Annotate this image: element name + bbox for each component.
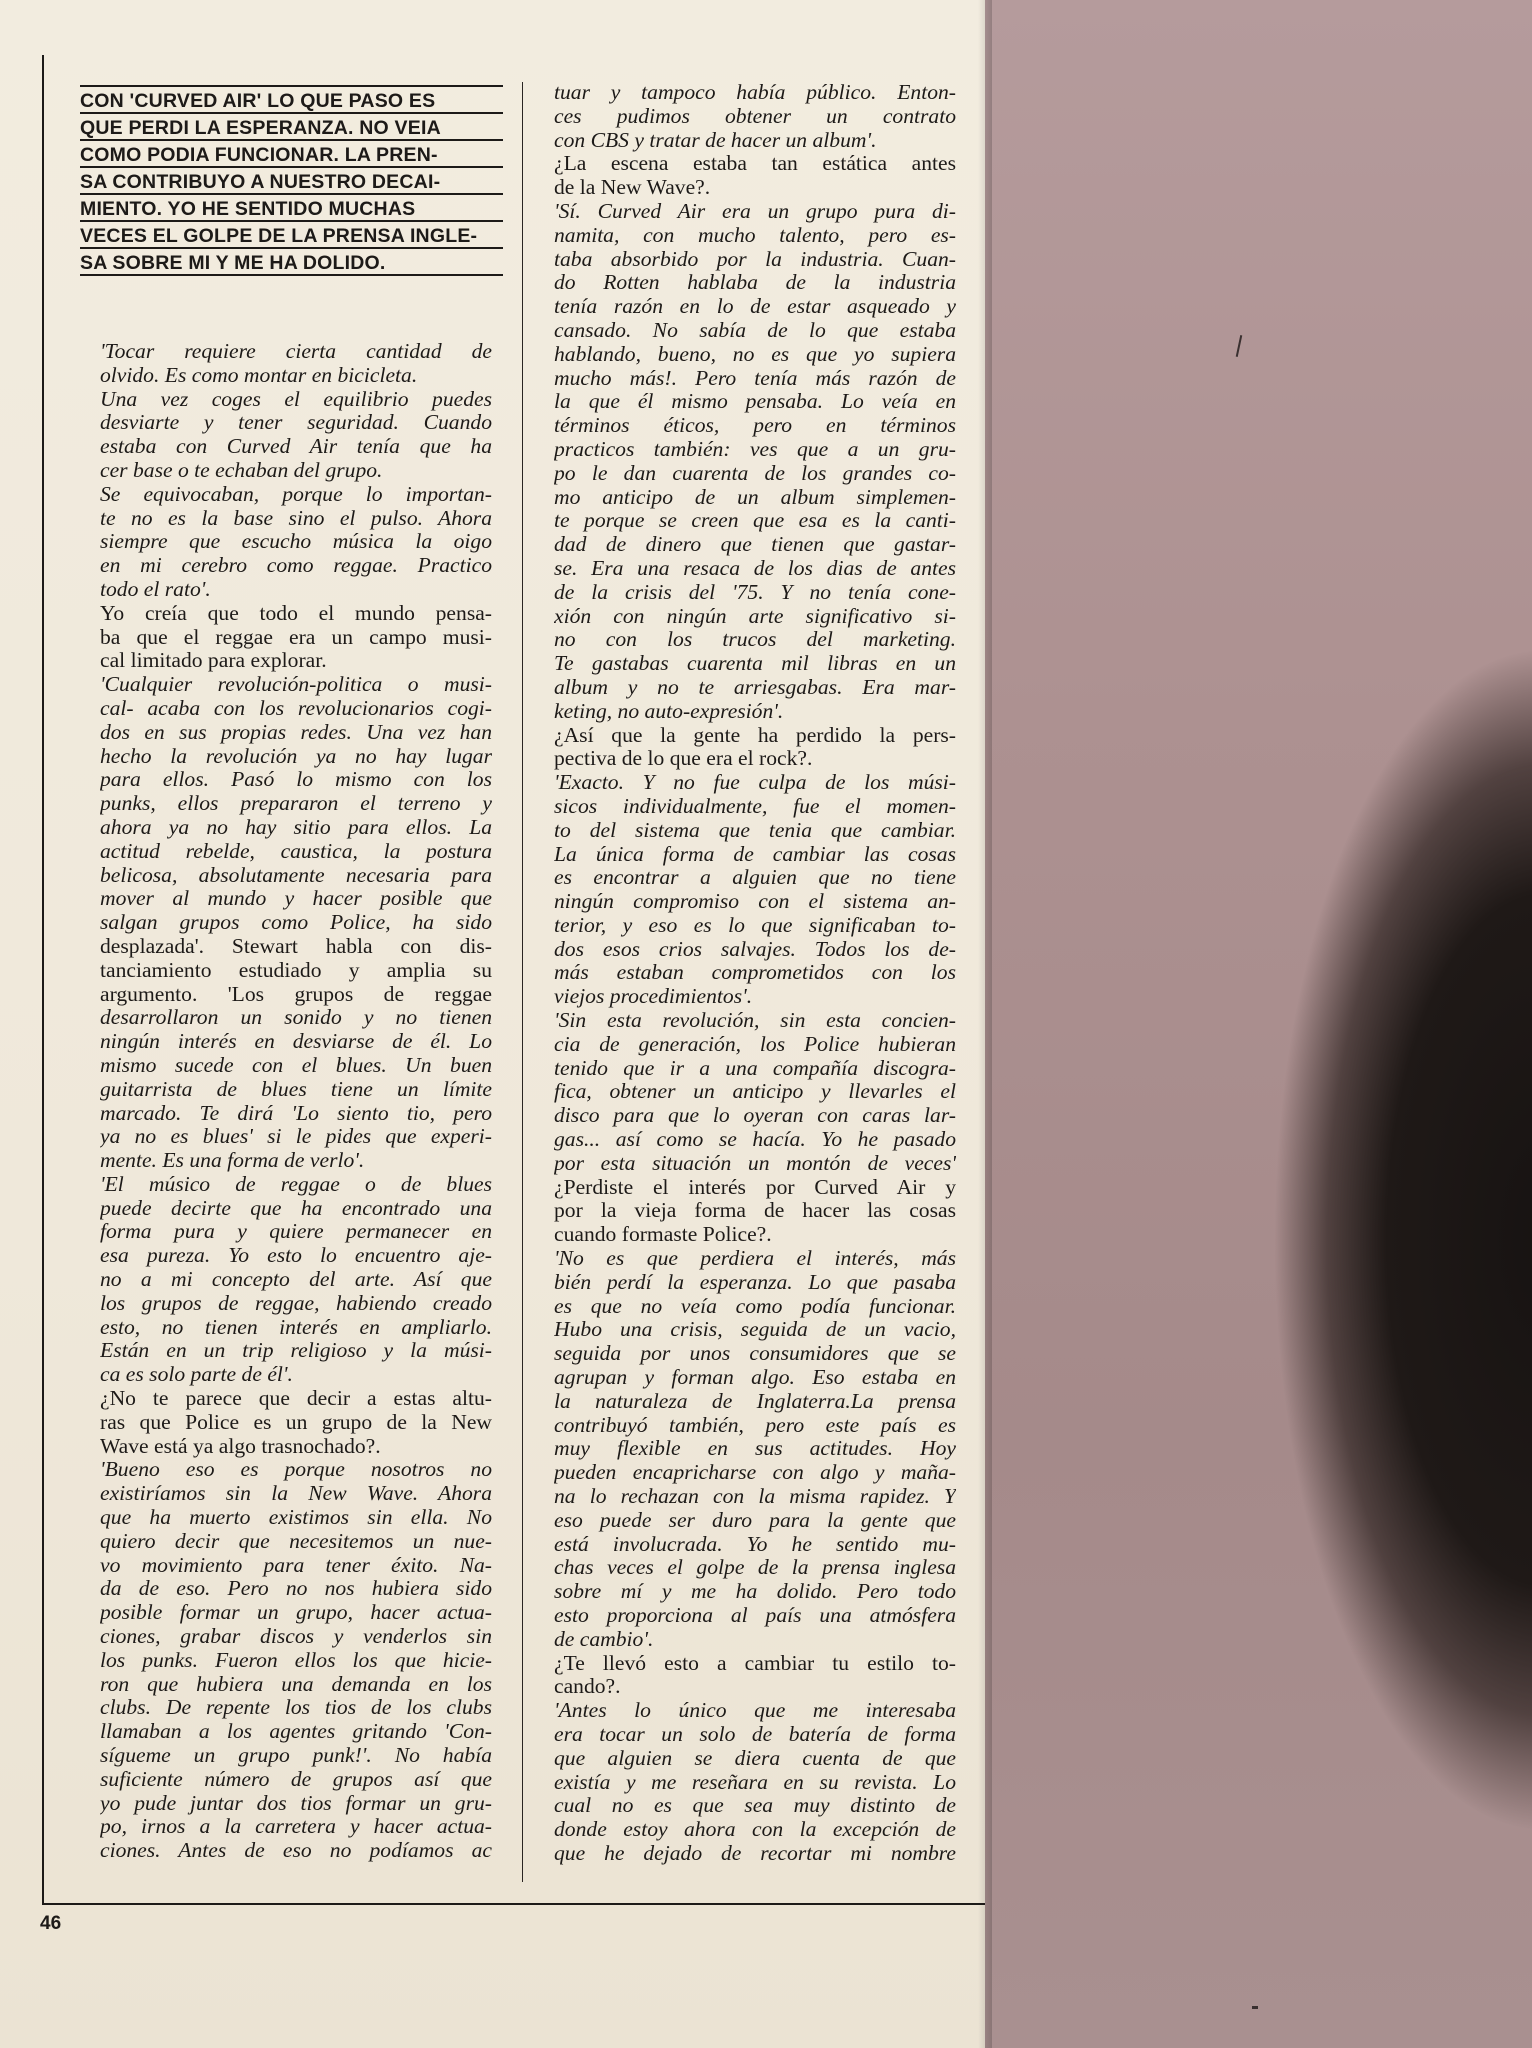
text-line: sígueme un grupo punk!'. No había bbox=[100, 1744, 492, 1768]
text-line: sobre mí y me ha dolido. Pero todo bbox=[554, 1580, 956, 1604]
text-line: actitud rebelde, caustica, la postura bbox=[100, 839, 492, 863]
text-line: era tocar un solo de batería de forma bbox=[554, 1722, 956, 1746]
text-line: que ha muerto existimos sin ella. No bbox=[100, 1506, 492, 1530]
text-line: sicos individualmente, fue el momen- bbox=[554, 794, 956, 818]
text-line: tuar y tampoco había público. Enton- bbox=[554, 81, 956, 104]
text-line: 'Sin esta revolución, sin esta concien- bbox=[554, 1009, 956, 1033]
text-line: ningún compromiso con el sistema an- bbox=[554, 890, 956, 914]
text-line: por esta situación un montón de veces' bbox=[554, 1151, 956, 1175]
text-line: quiero decir que necesitemos un nue- bbox=[100, 1529, 492, 1553]
text-line: está involucrada. Yo he sentido mu- bbox=[554, 1532, 956, 1556]
text-line: existiríamos sin la New Wave. Ahora bbox=[100, 1482, 492, 1506]
text-line: ras que Police es un grupo de la New bbox=[100, 1410, 492, 1434]
text-line: ¿Te llevó esto a cambiar tu estilo to- bbox=[554, 1651, 956, 1675]
text-line: 'Tocar requiere cierta cantidad de bbox=[100, 340, 492, 363]
text-line: los grupos de reggae, habiendo creado bbox=[100, 1291, 492, 1315]
text-line: donde estoy ahora con la excepción de bbox=[554, 1818, 956, 1842]
text-line: chas veces el golpe de la prensa inglesa bbox=[554, 1556, 956, 1580]
text-line: seguida por unos consumidores que se bbox=[554, 1342, 956, 1366]
text-line: terior, y eso es lo que significaban to- bbox=[554, 913, 956, 937]
pull-quote bbox=[80, 85, 503, 276]
text-line: mucho más!. Pero tenía más razón de bbox=[554, 366, 956, 390]
page-frame-bottom-rule bbox=[42, 1903, 985, 1905]
text-line: en mi cerebro como reggae. Practico bbox=[100, 554, 492, 578]
pull-quote-line: VECES EL GOLPE DE LA PRENSA INGLE- bbox=[80, 220, 503, 247]
text-line: mente. Es una forma de verlo'. bbox=[100, 1149, 365, 1173]
text-line: cia de generación, los Police hubieran bbox=[554, 1032, 956, 1056]
text-line: cando?. bbox=[554, 1675, 621, 1699]
text-line: desviarte y tener seguridad. Cuando bbox=[100, 411, 492, 435]
text-line: na lo rechazan con la misma rapidez. Y bbox=[554, 1485, 956, 1509]
text-line: 'El músico de reggae o de blues bbox=[100, 1172, 492, 1196]
text-line: mismo sucede con el blues. Un buen bbox=[100, 1053, 492, 1077]
text-line: te no es la base sino el pulso. Ahora bbox=[100, 506, 492, 530]
text-line: para ellos. Pasó lo mismo con los bbox=[100, 768, 492, 792]
page-frame-left-rule bbox=[42, 55, 44, 1905]
text-line: ba que el reggae era un campo musi- bbox=[100, 625, 492, 649]
photo-panel bbox=[985, 0, 1532, 2048]
text-line: ciones. Antes de eso no podíamos ac bbox=[100, 1839, 492, 1863]
text-line: viejos procedimientos'. bbox=[554, 985, 753, 1009]
text-line: puede decirte que ha encontrado una bbox=[100, 1196, 492, 1220]
text-line: dos en sus propias redes. Una vez han bbox=[100, 720, 492, 744]
text-line: es encontrar a alguien que no tiene bbox=[554, 866, 956, 890]
text-line: de la New Wave?. bbox=[554, 176, 711, 200]
text-line: 'Bueno eso es porque nosotros no bbox=[100, 1458, 492, 1482]
text-line: 'Cualquier revolución-politica o musi- bbox=[100, 673, 492, 697]
text-line: muy flexible en sus actitudes. Hoy bbox=[554, 1437, 956, 1461]
text-line: no a mi concepto del arte. Así que bbox=[100, 1268, 492, 1292]
text-line: guitarrista de blues tiene un límite bbox=[100, 1077, 492, 1101]
text-line: tenía razón en lo de estar asqueado y bbox=[554, 295, 956, 319]
text-line: de la crisis del '75. Y no tenía cone- bbox=[554, 580, 956, 604]
text-line: de cambio'. bbox=[554, 1627, 654, 1651]
text-line: dos esos crios salvajes. Todos los de- bbox=[554, 937, 956, 961]
text-line: belicosa, absolutamente necesaria para bbox=[100, 863, 492, 887]
text-line: todo el rato'. bbox=[100, 577, 211, 601]
text-line: keting, no auto-expresión'. bbox=[554, 699, 784, 723]
column-divider-rule bbox=[522, 82, 523, 1882]
text-column-right bbox=[554, 81, 956, 1866]
text-line: yo pude juntar dos tios formar un gru- bbox=[100, 1791, 492, 1815]
text-line: cal limitado para explorar. bbox=[100, 649, 327, 673]
pull-quote-bottom-rule bbox=[80, 274, 503, 276]
text-line: existía y me reseñara en su revista. Lo bbox=[554, 1770, 956, 1794]
text-line: taba absorbido por la industria. Cuan- bbox=[554, 247, 956, 271]
text-column-left bbox=[100, 340, 492, 1863]
pull-quote-line: CON 'CURVED AIR' LO QUE PASO ES bbox=[80, 85, 503, 112]
text-line: estaba con Curved Air tenía que ha bbox=[100, 435, 492, 459]
text-line: do Rotten hablaba de la industria bbox=[554, 271, 956, 295]
text-line: cansado. No sabía de lo que estaba bbox=[554, 318, 956, 342]
text-line: practicos también: ves que a un gru- bbox=[554, 437, 956, 461]
text-line: olvido. Es como montar en bicicleta. bbox=[100, 363, 418, 387]
text-line: más estaban comprometidos con los bbox=[554, 961, 956, 985]
text-line: ciones, grabar discos y venderlos sin bbox=[100, 1625, 492, 1649]
text-line: album y no te arriesgabas. Era mar- bbox=[554, 675, 956, 699]
text-line: da de eso. Pero no nos hubiera sido bbox=[100, 1577, 492, 1601]
text-line: cer base o te echaban del grupo. bbox=[100, 458, 383, 482]
text-line: gas... así como se hacía. Yo he pasado bbox=[554, 1128, 956, 1152]
pull-quote-line: SA SOBRE MI Y ME HA DOLIDO. bbox=[80, 247, 503, 274]
text-line: 'Sí. Curved Air era un grupo pura di- bbox=[554, 199, 956, 223]
text-line: es que no veía como podía funcionar. bbox=[554, 1294, 956, 1318]
text-line: ningún interés en desviarse de él. Lo bbox=[100, 1030, 492, 1054]
text-line: disco para que lo oyeran con caras lar- bbox=[554, 1104, 956, 1128]
text-line: pueden encapricharse con algo y maña- bbox=[554, 1461, 956, 1485]
text-line: dad de dinero que tienen que gastar- bbox=[554, 533, 956, 557]
text-line: mo anticipo de un album simplemen- bbox=[554, 485, 956, 509]
speck-mark bbox=[1252, 2006, 1258, 2009]
text-line: desarrollaron un sonido y no tienen bbox=[100, 1006, 492, 1030]
text-line: cuando formaste Police?. bbox=[554, 1223, 772, 1247]
text-line: vo movimiento para tener éxito. Na- bbox=[100, 1553, 492, 1577]
text-line: ron que hubiera una demanda en los bbox=[100, 1672, 492, 1696]
text-line: ¿Así que la gente ha perdido la pers- bbox=[554, 723, 956, 747]
text-line: ¿No te parece que decir a estas altu- bbox=[100, 1387, 492, 1411]
text-line: pectiva de lo que era el rock?. bbox=[554, 747, 813, 771]
text-line: mover al mundo y hacer posible que bbox=[100, 887, 492, 911]
text-line: forma pura y quiere permanecer en bbox=[100, 1220, 492, 1244]
text-line: tanciamiento estudiado y amplia su bbox=[100, 958, 492, 982]
text-line: Yo creía que todo el mundo pensa- bbox=[100, 601, 492, 625]
text-line: llamaban a los agentes gritando 'Con- bbox=[100, 1720, 492, 1744]
text-line: cual no es que sea muy distinto de bbox=[554, 1794, 956, 1818]
text-line: se. Era una resaca de los dias de antes bbox=[554, 556, 956, 580]
text-line: ¿La escena estaba tan estática antes bbox=[554, 152, 956, 176]
text-line: hecho la revolución ya no hay lugar bbox=[100, 744, 492, 768]
text-line: ca es solo parte de él'. bbox=[100, 1363, 293, 1387]
text-line: contribuyó también, pero este país es bbox=[554, 1413, 956, 1437]
text-line: Están en un trip religioso y la músi- bbox=[100, 1339, 492, 1363]
text-line: ces pudimos obtener un contrato bbox=[554, 104, 956, 128]
text-line: hablando, bueno, no es que yo supiera bbox=[554, 342, 956, 366]
text-line: ahora ya no hay sitio para ellos. La bbox=[100, 815, 492, 839]
pull-quote-line: MIENTO. YO HE SENTIDO MUCHAS bbox=[80, 193, 503, 220]
text-line: posible formar un grupo, hacer actua- bbox=[100, 1601, 492, 1625]
text-line: po le dan cuarenta de los grandes co- bbox=[554, 461, 956, 485]
text-line: cal- acaba con los revolucionarios cogi- bbox=[100, 696, 492, 720]
text-line: eso puede ser duro para la gente que bbox=[554, 1508, 956, 1532]
text-line: desplazada'. Stewart habla con dis- bbox=[100, 934, 492, 958]
text-line: 'Antes lo único que me interesaba bbox=[554, 1699, 956, 1723]
text-line: que he dejado de recortar mi nombre bbox=[554, 1841, 956, 1865]
text-line: con CBS y tratar de hacer un album'. bbox=[554, 128, 877, 152]
text-line: clubs. De repente los tios de los clubs bbox=[100, 1696, 492, 1720]
text-line: no con los trucos del marketing. bbox=[554, 628, 956, 652]
text-line: salgan grupos como Police, ha sido bbox=[100, 911, 492, 935]
text-line: to del sistema que tenia que cambiar. bbox=[554, 818, 956, 842]
text-line: agrupan y forman algo. Eso estaba en bbox=[554, 1366, 956, 1390]
text-line: por la vieja forma de hacer las cosas bbox=[554, 1199, 956, 1223]
text-line: esa pureza. Yo esto lo encuentro aje- bbox=[100, 1244, 492, 1268]
text-line: ¿Perdiste el interés por Curved Air y bbox=[554, 1175, 956, 1199]
text-line: que alguien se diera cuenta de que bbox=[554, 1746, 956, 1770]
text-line: la naturaleza de Inglaterra.La prensa bbox=[554, 1389, 956, 1413]
text-line: fica, obtener un anticipo y llevarles el bbox=[554, 1080, 956, 1104]
text-line: ya no es blues' si le pides que experi- bbox=[100, 1125, 492, 1149]
page-number: 46 bbox=[40, 1913, 62, 1934]
text-line: esto proporciona al país una atmósfera bbox=[554, 1604, 956, 1627]
text-line: namita, con mucho talento, pero es- bbox=[554, 223, 956, 247]
text-line: bién perdí la esperanza. Lo que pasaba bbox=[554, 1270, 956, 1294]
text-line: xión con ningún arte significativo si- bbox=[554, 604, 956, 628]
text-line: argumento. 'Los grupos de reggae bbox=[100, 982, 492, 1006]
text-line: marcado. Te dirá 'Lo siento tio, pero bbox=[100, 1101, 492, 1125]
text-line: términos éticos, pero en términos bbox=[554, 414, 956, 438]
text-line: tenido que ir a una compañía discogra- bbox=[554, 1056, 956, 1080]
pull-quote-line: COMO PODIA FUNCIONAR. LA PREN- bbox=[80, 139, 503, 166]
text-line: punks, ellos prepararon el terreno y bbox=[100, 792, 492, 816]
text-line: siempre que escucho música la oigo bbox=[100, 530, 492, 554]
text-line: los punks. Fueron ellos los que hicie- bbox=[100, 1648, 492, 1672]
text-line: 'Exacto. Y no fue culpa de los músi- bbox=[554, 771, 956, 795]
text-line: La única forma de cambiar las cosas bbox=[554, 842, 956, 866]
text-line: Se equivocaban, porque lo importan- bbox=[100, 482, 492, 506]
pull-quote-line: QUE PERDI LA ESPERANZA. NO VEIA bbox=[80, 112, 503, 139]
text-line: 'No es que perdiera el interés, más bbox=[554, 1247, 956, 1271]
text-line: Hubo una crisis, seguida de un vacio, bbox=[554, 1318, 956, 1342]
text-line: te porque se creen que esa es la canti- bbox=[554, 509, 956, 533]
text-line: Te gastabas cuarenta mil libras en un bbox=[554, 652, 956, 676]
text-line: suficiente número de grupos así que bbox=[100, 1767, 492, 1791]
text-line: Wave está ya algo trasnochado?. bbox=[100, 1434, 381, 1458]
pull-quote-line: SA CONTRIBUYO A NUESTRO DECAI- bbox=[80, 166, 503, 193]
text-line: po, irnos a la carretera y hacer actua- bbox=[100, 1815, 492, 1839]
text-line: la que él mismo pensaba. Lo veía en bbox=[554, 390, 956, 414]
text-line: esto, no tienen interés en ampliarlo. bbox=[100, 1315, 492, 1339]
text-line: Una vez coges el equilibrio puedes bbox=[100, 387, 492, 411]
page-fold-shadow bbox=[978, 0, 992, 2048]
